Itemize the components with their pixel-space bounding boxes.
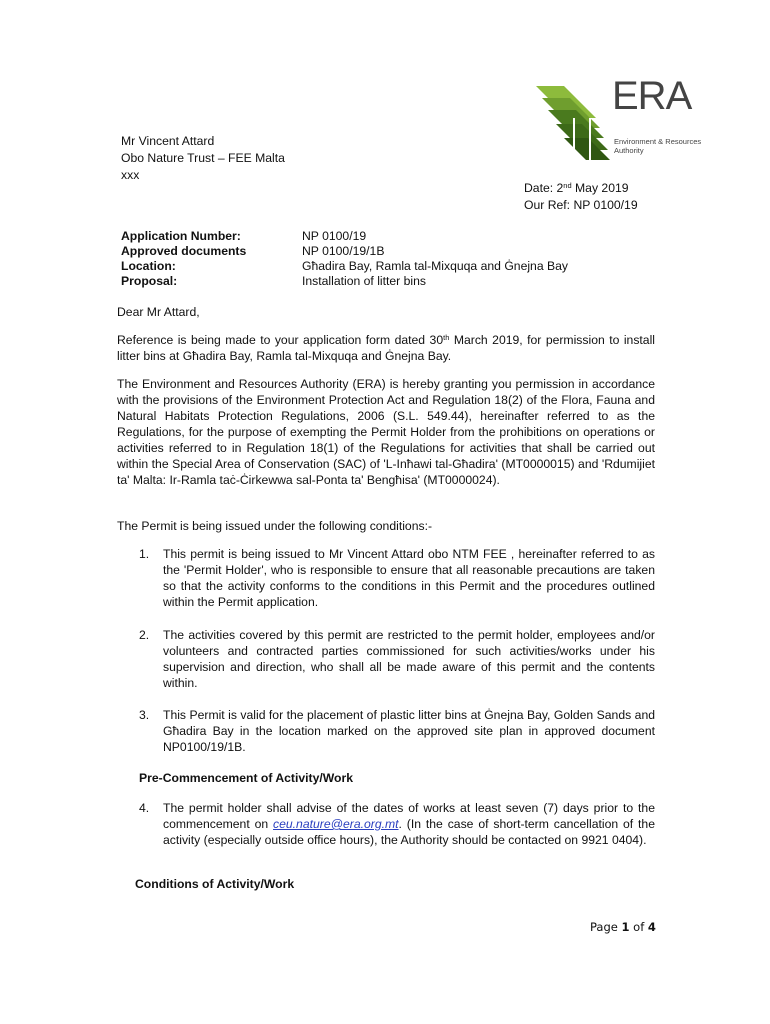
salutation: Dear Mr Attard,	[117, 305, 200, 319]
our-reference: Our Ref: NP 0100/19	[524, 198, 638, 212]
condition-item: 3. This Permit is valid for the placement of plastic litter bins at Ġnejna Bay, Golden Sands and Għadira Bay in the location marked on the approved site plan in approved document NP0100/19/1B.	[139, 708, 655, 754]
page-number: Page 1 of 4	[590, 920, 656, 934]
info-row: Proposal: Installation of litter bins	[121, 274, 426, 288]
logo-subtitle: Environment & Resources Authority	[614, 137, 702, 155]
condition-item: 1. This permit is being issued to Mr Vincent Attard obo NTM FEE , hereinafter referred to as the 'Permit Holder', who is responsible to ensure that all reasonable precautions are taken so that the activity conforms to the conditions in this Permit and the procedures outlined within the Permit application.	[139, 547, 655, 609]
condition-item: 4. The permit holder shall advise of the dates of works at least seven (7) days prior to the commencement on ceu.nature@era.org.mt. (In the case of short-term cancellation of the activity (especially outside office hours), the Authority should be contacted on 9921 0404).	[139, 801, 655, 847]
info-row: Location: Għadira Bay, Ramla tal-Mixquqa and Ġnejna Bay	[121, 259, 569, 273]
permission-paragraph: The Environment and Resources Authority (ERA) is hereby granting you permission in accordance with the provisions of the Environment Protection Act and Regulation 18(2) of the Flora, Fauna and Natural Habitats Protection Regulations, 2006 (S.L. 549.44), hereinafter referred to as the Regulations, for the purpose of exempting the Permit Holder from the prohibitions on operations or activities referred to in Regulation 18(1) of the Regulations for activities that shall be carried out within the Special Area of Conservation (SAC) of 'L-Inħawi tal-Għadira' (MT0000015) and 'Rdumijiet ta' Malta: Ir-Ramla taċ-Ċirkewwa sal-Ponta ta' Bengħisa' (MT0000024).	[117, 377, 655, 487]
era-logo-mark-icon	[534, 74, 614, 160]
section-heading: Conditions of Activity/Work	[135, 877, 295, 891]
letter-date: Date: 2nd May 2019	[524, 181, 629, 195]
logo-wordmark: ERA	[612, 74, 692, 118]
section-heading: Pre-Commencement of Activity/Work	[139, 771, 354, 785]
recipient-address	[121, 133, 285, 184]
application-info	[121, 229, 568, 289]
address-line: xxx	[121, 168, 140, 182]
address-line: Mr Vincent Attard	[121, 134, 215, 148]
condition-item: 2. The activities covered by this permit are restricted to the permit holder, employees and/or volunteers and contracted parties commissioned for such activities/works under his supervision and direction, who shall all be made aware of this permit and the contents within.	[139, 628, 655, 690]
info-row: Approved documents NP 0100/19/1B	[121, 244, 385, 258]
intro-paragraph: Reference is being made to your application form dated 30th March 2019, for permission to install litter bins at Għadira Bay, Ramla tal-Mixquqa and Ġnejna Bay.	[117, 333, 655, 363]
contact-email-link[interactable]: ceu.nature@era.org.mt	[273, 817, 399, 831]
date-block	[524, 180, 638, 214]
conditions-intro: The Permit is being issued under the following conditions:-	[117, 519, 433, 533]
era-logo	[534, 74, 714, 160]
info-row: Application Number: NP 0100/19	[121, 229, 367, 243]
address-line: Obo Nature Trust – FEE Malta	[121, 151, 285, 165]
